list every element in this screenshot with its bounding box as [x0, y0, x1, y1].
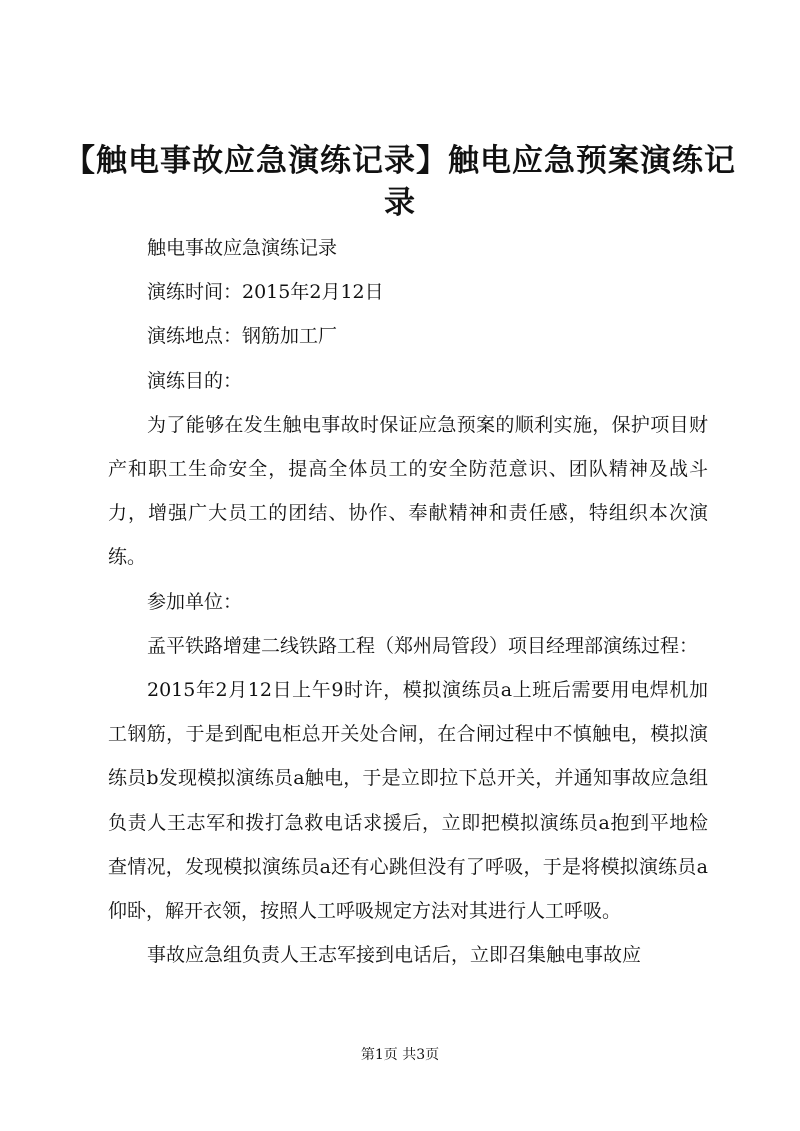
paragraph-process: 2015年2月12日上午9时许，模拟演练员a上班后需要用电焊机加工钢筋，于是到配电柜总开关处合闸，在合闸过程中不慎触电，模拟演练员b发现模拟演练员a触电，于是立即拉下总开关，并通知事故应急组负责人王志军和拨打急救电话求援后，立即把模拟演练员a抱到平地检查情况，发现模拟演练员a还有心跳但没有了呼吸，于是将模拟演练员a仰卧，解开衣领，按照人工呼吸规定方法对其进行人工呼吸。: [108, 679, 708, 923]
paragraph-drill-time: 演练时间：2015年2月12日: [147, 281, 384, 304]
paragraph-heading: 触电事故应急演练记录: [147, 237, 338, 259]
paragraph-drill-purpose: 为了能够在发生触电事故时保证应急预案的顺利实施，保护项目财产和职工生命安全，提高全体员工的安全防范意识、团队精神及战斗力，增强广大员工的团结、协作、奉献精神和责任感，特组织本次演练。: [108, 413, 708, 569]
paragraph-response: 事故应急组负责人王志军接到电话后，立即召集触电事故应: [147, 944, 642, 967]
page-footer: 第1页 共3页: [360, 1047, 440, 1063]
paragraph-participants: 孟平铁路增建二线铁路工程（郑州局管段）项目经理部演练过程：: [147, 634, 699, 657]
paragraph-participants-label: 参加单位：: [147, 590, 243, 613]
document-body: [108, 226, 708, 977]
paragraph-drill-location: 演练地点：钢筋加工厂: [147, 325, 338, 348]
document-title: 【触电事故应急演练记录】触电应急预案演练记录: [64, 143, 736, 221]
paragraph-drill-purpose-label: 演练目的：: [147, 369, 243, 392]
